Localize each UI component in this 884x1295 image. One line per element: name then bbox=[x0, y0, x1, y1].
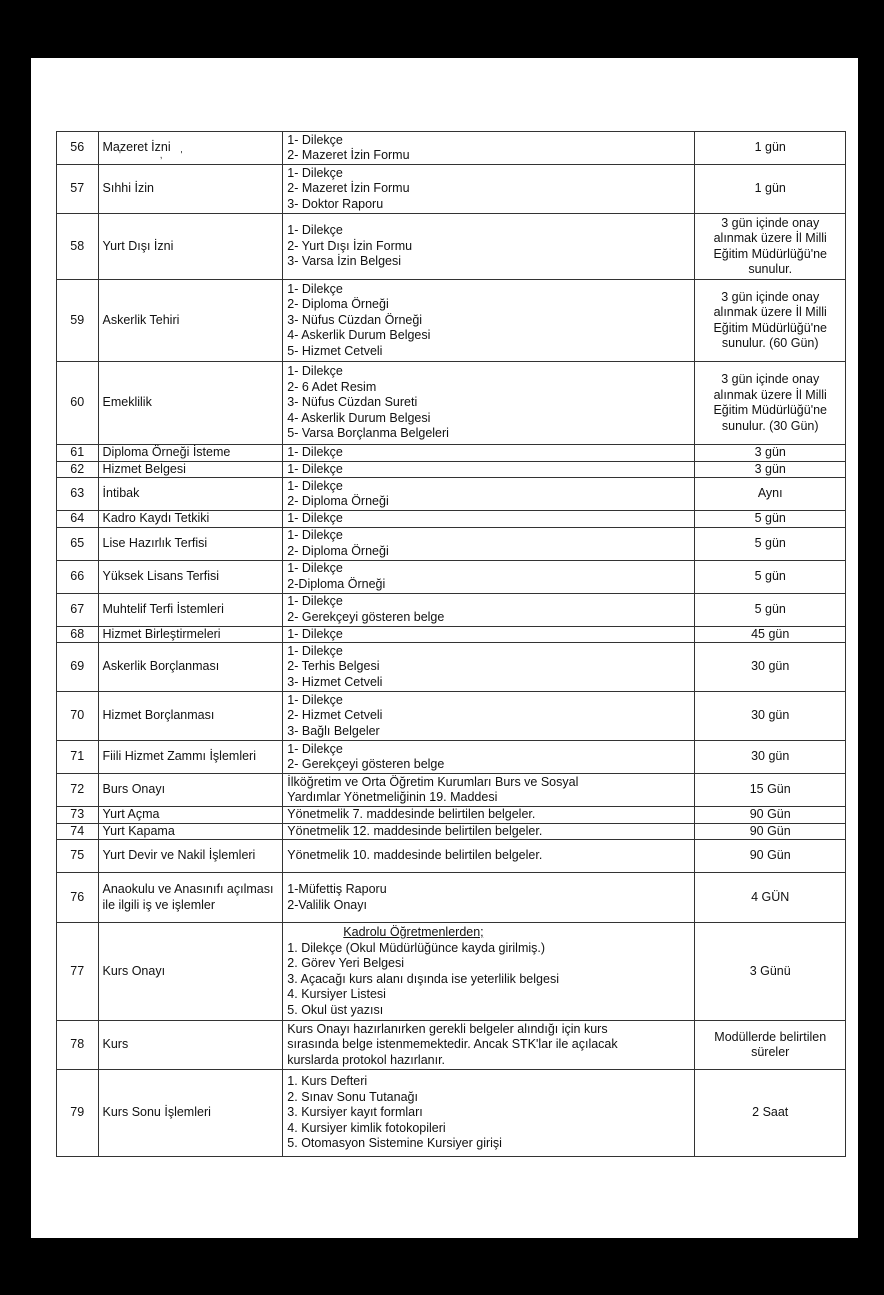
table-row bbox=[57, 741, 846, 774]
required-documents bbox=[283, 1021, 695, 1070]
document-item: kurslarda protokol hazırlanır. bbox=[287, 1052, 446, 1067]
document-item: 2- Gerekçeyi gösteren belge bbox=[287, 609, 445, 624]
procedure-name: Kurs Sonu İşlemleri bbox=[98, 1070, 283, 1157]
processing-duration: 3 gün içinde onay alınmak üzere İl Milli Eğitim Müdürlüğü'ne sunulur. (60 Gün) bbox=[695, 280, 846, 362]
required-documents bbox=[283, 132, 695, 165]
scanned-page bbox=[31, 58, 858, 1238]
required-documents bbox=[283, 873, 695, 923]
row-number: 58 bbox=[57, 214, 99, 280]
document-item: 1- Dilekçe bbox=[287, 511, 343, 525]
required-documents bbox=[283, 774, 695, 807]
document-item: 1- Dilekçe bbox=[287, 132, 343, 147]
processing-duration: 90 Gün bbox=[695, 840, 846, 873]
table-row bbox=[57, 280, 846, 362]
procedure-name: Sıhhi İzin bbox=[98, 165, 283, 214]
required-documents bbox=[283, 593, 695, 626]
document-item: 5. Okul üst yazısı bbox=[287, 1002, 384, 1017]
required-documents bbox=[283, 478, 695, 511]
processing-duration: 30 gün bbox=[695, 643, 846, 692]
row-number: 79 bbox=[57, 1070, 99, 1157]
document-item: 2- Mazeret İzin Formu bbox=[287, 148, 410, 162]
row-number: 77 bbox=[57, 923, 99, 1021]
procedure-name: Burs Onayı bbox=[98, 774, 283, 807]
required-documents bbox=[283, 560, 695, 593]
row-number: 76 bbox=[57, 873, 99, 923]
table-row bbox=[57, 873, 846, 923]
document-item: 1- Dilekçe bbox=[287, 281, 343, 296]
processing-duration: 30 gün bbox=[695, 741, 846, 774]
procedure-name: Yurt Açma bbox=[98, 807, 283, 824]
document-item: Yönetmelik 7. maddesinde belirtilen belgeler. bbox=[287, 807, 536, 821]
document-item: 3. Kursiyer kayıt formları bbox=[287, 1105, 423, 1120]
procedure-name: Askerlik Borçlanması bbox=[98, 643, 283, 692]
procedure-name: Kurs bbox=[98, 1021, 283, 1070]
required-documents bbox=[283, 527, 695, 560]
required-documents bbox=[283, 807, 695, 824]
table-row bbox=[57, 214, 846, 280]
document-item: 5- Hizmet Cetveli bbox=[287, 343, 383, 358]
row-number: 69 bbox=[57, 643, 99, 692]
processing-duration: 3 gün bbox=[695, 445, 846, 462]
document-item: 2- Diploma Örneği bbox=[287, 543, 389, 558]
table-row bbox=[57, 511, 846, 528]
table-row bbox=[57, 461, 846, 478]
document-item: 3- Bağlı Belgeler bbox=[287, 723, 380, 738]
document-item: 1- Dilekçe bbox=[287, 594, 343, 608]
document-item: 1- Dilekçe bbox=[287, 528, 343, 542]
table-row bbox=[57, 593, 846, 626]
row-number: 72 bbox=[57, 774, 99, 807]
procedure-name: Lise Hazırlık Terfisi bbox=[98, 527, 283, 560]
document-item: 3- Nüfus Cüzdan Sureti bbox=[287, 395, 418, 410]
required-documents bbox=[283, 214, 695, 280]
processing-duration: 2 Saat bbox=[695, 1070, 846, 1157]
procedure-name: Hizmet Borçlanması bbox=[98, 692, 283, 741]
processing-duration: 4 GÜN bbox=[695, 873, 846, 923]
document-item: 2-Diploma Örneği bbox=[287, 576, 386, 591]
table-row bbox=[57, 807, 846, 824]
processing-duration: 90 Gün bbox=[695, 823, 846, 840]
document-item: 1- Dilekçe bbox=[287, 461, 343, 476]
row-number: 62 bbox=[57, 461, 99, 478]
required-documents bbox=[283, 165, 695, 214]
document-item: 2- Mazeret İzin Formu bbox=[287, 181, 410, 196]
document-item: 3. Açacağı kurs alanı dışında ise yeterlilik belgesi bbox=[287, 971, 559, 986]
required-documents bbox=[283, 1070, 695, 1157]
row-number: 66 bbox=[57, 560, 99, 593]
row-number: 59 bbox=[57, 280, 99, 362]
procedure-name: Hizmet Birleştirmeleri bbox=[98, 626, 283, 643]
row-number: 67 bbox=[57, 593, 99, 626]
row-number: 60 bbox=[57, 362, 99, 445]
table-row bbox=[57, 445, 846, 462]
table-row bbox=[57, 1070, 846, 1157]
processing-duration: 3 gün içinde onay alınmak üzere İl Milli Eğitim Müdürlüğü'ne sunulur. bbox=[695, 214, 846, 280]
table-row bbox=[57, 1021, 846, 1070]
row-number: 71 bbox=[57, 741, 99, 774]
document-item: 1- Dilekçe bbox=[287, 165, 343, 180]
table-row bbox=[57, 165, 846, 214]
procedure-name: Yurt Kapama bbox=[98, 823, 283, 840]
processing-duration: 5 gün bbox=[695, 593, 846, 626]
document-item: 2-Valilik Onayı bbox=[287, 897, 367, 912]
document-item: 1-Müfettiş Raporu bbox=[287, 882, 387, 896]
row-number: 73 bbox=[57, 807, 99, 824]
row-number: 61 bbox=[57, 445, 99, 462]
document-item: 3- Nüfus Cüzdan Örneği bbox=[287, 312, 423, 327]
document-item: 4- Askerlik Durum Belgesi bbox=[287, 410, 431, 425]
document-item: 1- Dilekçe bbox=[287, 741, 343, 756]
table-row bbox=[57, 774, 846, 807]
procedure-name: Mazeret İzni bbox=[98, 132, 283, 165]
procedure-name: Emeklilik bbox=[98, 362, 283, 445]
procedure-name: Fiili Hizmet Zammı İşlemleri bbox=[98, 741, 283, 774]
table-row bbox=[57, 840, 846, 873]
processing-duration: 5 gün bbox=[695, 511, 846, 528]
procedure-name: Yurt Dışı İzni bbox=[98, 214, 283, 280]
processing-duration: 90 Gün bbox=[695, 807, 846, 824]
document-item: 1- Dilekçe bbox=[287, 643, 343, 658]
required-documents bbox=[283, 445, 695, 462]
table-row bbox=[57, 478, 846, 511]
document-item: 1. Dilekçe (Okul Müdürlüğünce kayda girilmiş.) bbox=[287, 940, 546, 955]
table-row bbox=[57, 923, 846, 1021]
documents-heading: Kadrolu Öğretmenlerden; bbox=[343, 925, 484, 939]
document-item: 4. Kursiyer Listesi bbox=[287, 987, 386, 1001]
document-item: Kurs Onayı hazırlanırken gerekli belgeler alındığı için kurs bbox=[287, 1021, 608, 1036]
required-documents bbox=[283, 280, 695, 362]
required-documents bbox=[283, 511, 695, 528]
required-documents bbox=[283, 461, 695, 478]
required-documents bbox=[283, 643, 695, 692]
processing-duration: 3 gün bbox=[695, 461, 846, 478]
processing-duration: 1 gün bbox=[695, 132, 846, 165]
document-item: sırasında belge istenmemektedir. Ancak STK'lar ile açılacak bbox=[287, 1037, 618, 1052]
processing-duration: 3 Günü bbox=[695, 923, 846, 1021]
processing-duration: 3 gün içinde onay alınmak üzere İl Milli Eğitim Müdürlüğü'ne sunulur. (30 Gün) bbox=[695, 362, 846, 445]
table-row bbox=[57, 527, 846, 560]
table-row bbox=[57, 643, 846, 692]
document-item: Yönetmelik 10. maddesinde belirtilen belgeler. bbox=[287, 848, 543, 863]
required-documents bbox=[283, 626, 695, 643]
table-row bbox=[57, 362, 846, 445]
document-item: 3- Hizmet Cetveli bbox=[287, 674, 383, 689]
required-documents bbox=[283, 923, 695, 1021]
document-item: 4- Askerlik Durum Belgesi bbox=[287, 328, 431, 343]
procedure-name: Kadro Kaydı Tetkiki bbox=[98, 511, 283, 528]
processing-duration: 45 gün bbox=[695, 626, 846, 643]
processing-duration: 30 gün bbox=[695, 692, 846, 741]
document-item: 3- Varsa İzin Belgesi bbox=[287, 254, 402, 269]
document-item: 1- Dilekçe bbox=[287, 561, 343, 575]
procedure-name: Muhtelif Terfi İstemleri bbox=[98, 593, 283, 626]
row-number: 63 bbox=[57, 478, 99, 511]
document-item: 1- Dilekçe bbox=[287, 364, 343, 379]
table-row bbox=[57, 132, 846, 165]
document-item: Yönetmelik 12. maddesinde belirtilen belgeler. bbox=[287, 823, 543, 838]
document-item: 2- Terhis Belgesi bbox=[287, 659, 380, 674]
document-item: Yardımlar Yönetmeliğinin 19. Maddesi bbox=[287, 790, 498, 804]
document-item: 4. Kursiyer kimlik fotokopileri bbox=[287, 1120, 446, 1135]
row-number: 78 bbox=[57, 1021, 99, 1070]
processing-duration: Aynı bbox=[695, 478, 846, 511]
document-item: 2- Yurt Dışı İzin Formu bbox=[287, 238, 413, 253]
row-number: 57 bbox=[57, 165, 99, 214]
document-item: 1- Dilekçe bbox=[287, 478, 343, 493]
required-documents bbox=[283, 741, 695, 774]
document-item: 1. Kurs Defteri bbox=[287, 1074, 368, 1089]
procedure-name: Kurs Onayı bbox=[98, 923, 283, 1021]
procedure-name: Askerlik Tehiri bbox=[98, 280, 283, 362]
document-item: 2- Diploma Örneği bbox=[287, 297, 389, 312]
document-item: 1- Dilekçe bbox=[287, 692, 343, 707]
table-row bbox=[57, 626, 846, 643]
document-item: 2- Diploma Örneği bbox=[287, 494, 389, 508]
row-number: 64 bbox=[57, 511, 99, 528]
scan-marks: ' ,' bbox=[119, 150, 201, 161]
processing-duration: 15 Gün bbox=[695, 774, 846, 807]
document-item: 5. Otomasyon Sistemine Kursiyer girişi bbox=[287, 1136, 502, 1151]
required-documents bbox=[283, 362, 695, 445]
document-item: 5- Varsa Borçlanma Belgeleri bbox=[287, 426, 449, 441]
procedure-name: Hizmet Belgesi bbox=[98, 461, 283, 478]
document-item: 2. Sınav Sonu Tutanağı bbox=[287, 1089, 418, 1104]
row-number: 74 bbox=[57, 823, 99, 840]
required-documents bbox=[283, 692, 695, 741]
document-item: 1- Dilekçe bbox=[287, 445, 343, 459]
table-row bbox=[57, 823, 846, 840]
required-documents bbox=[283, 840, 695, 873]
procedure-name: Diploma Örneği İsteme bbox=[98, 445, 283, 462]
row-number: 75 bbox=[57, 840, 99, 873]
document-item: 2- Gerekçeyi gösteren belge bbox=[287, 757, 445, 771]
table-row bbox=[57, 692, 846, 741]
procedure-name: Yüksek Lisans Terfisi bbox=[98, 560, 283, 593]
processing-duration: 5 gün bbox=[695, 527, 846, 560]
document-item: 1- Dilekçe bbox=[287, 223, 343, 238]
required-documents bbox=[283, 823, 695, 840]
procedure-name: Yurt Devir ve Nakil İşlemleri bbox=[98, 840, 283, 873]
document-item: 2- 6 Adet Resim bbox=[287, 379, 377, 394]
document-item: 2. Görev Yeri Belgesi bbox=[287, 956, 405, 970]
document-item: 3- Doktor Raporu bbox=[287, 196, 384, 211]
processing-duration: 5 gün bbox=[695, 560, 846, 593]
row-number: 65 bbox=[57, 527, 99, 560]
processing-duration: 1 gün bbox=[695, 165, 846, 214]
processing-duration: Modüllerde belirtilen süreler bbox=[695, 1021, 846, 1070]
row-number: 56 bbox=[57, 132, 99, 165]
document-item: 2- Hizmet Cetveli bbox=[287, 708, 383, 723]
document-item: 1- Dilekçe bbox=[287, 626, 343, 641]
row-number: 68 bbox=[57, 626, 99, 643]
row-number: 70 bbox=[57, 692, 99, 741]
procedure-name: Anaokulu ve Anasınıfı açılması ile ilgili iş ve işlemler bbox=[98, 873, 283, 923]
table-row bbox=[57, 560, 846, 593]
procedure-name: İntibak bbox=[98, 478, 283, 511]
procedures-table bbox=[56, 131, 846, 1157]
document-item: İlköğretim ve Orta Öğretim Kurumları Burs ve Sosyal bbox=[287, 774, 579, 789]
